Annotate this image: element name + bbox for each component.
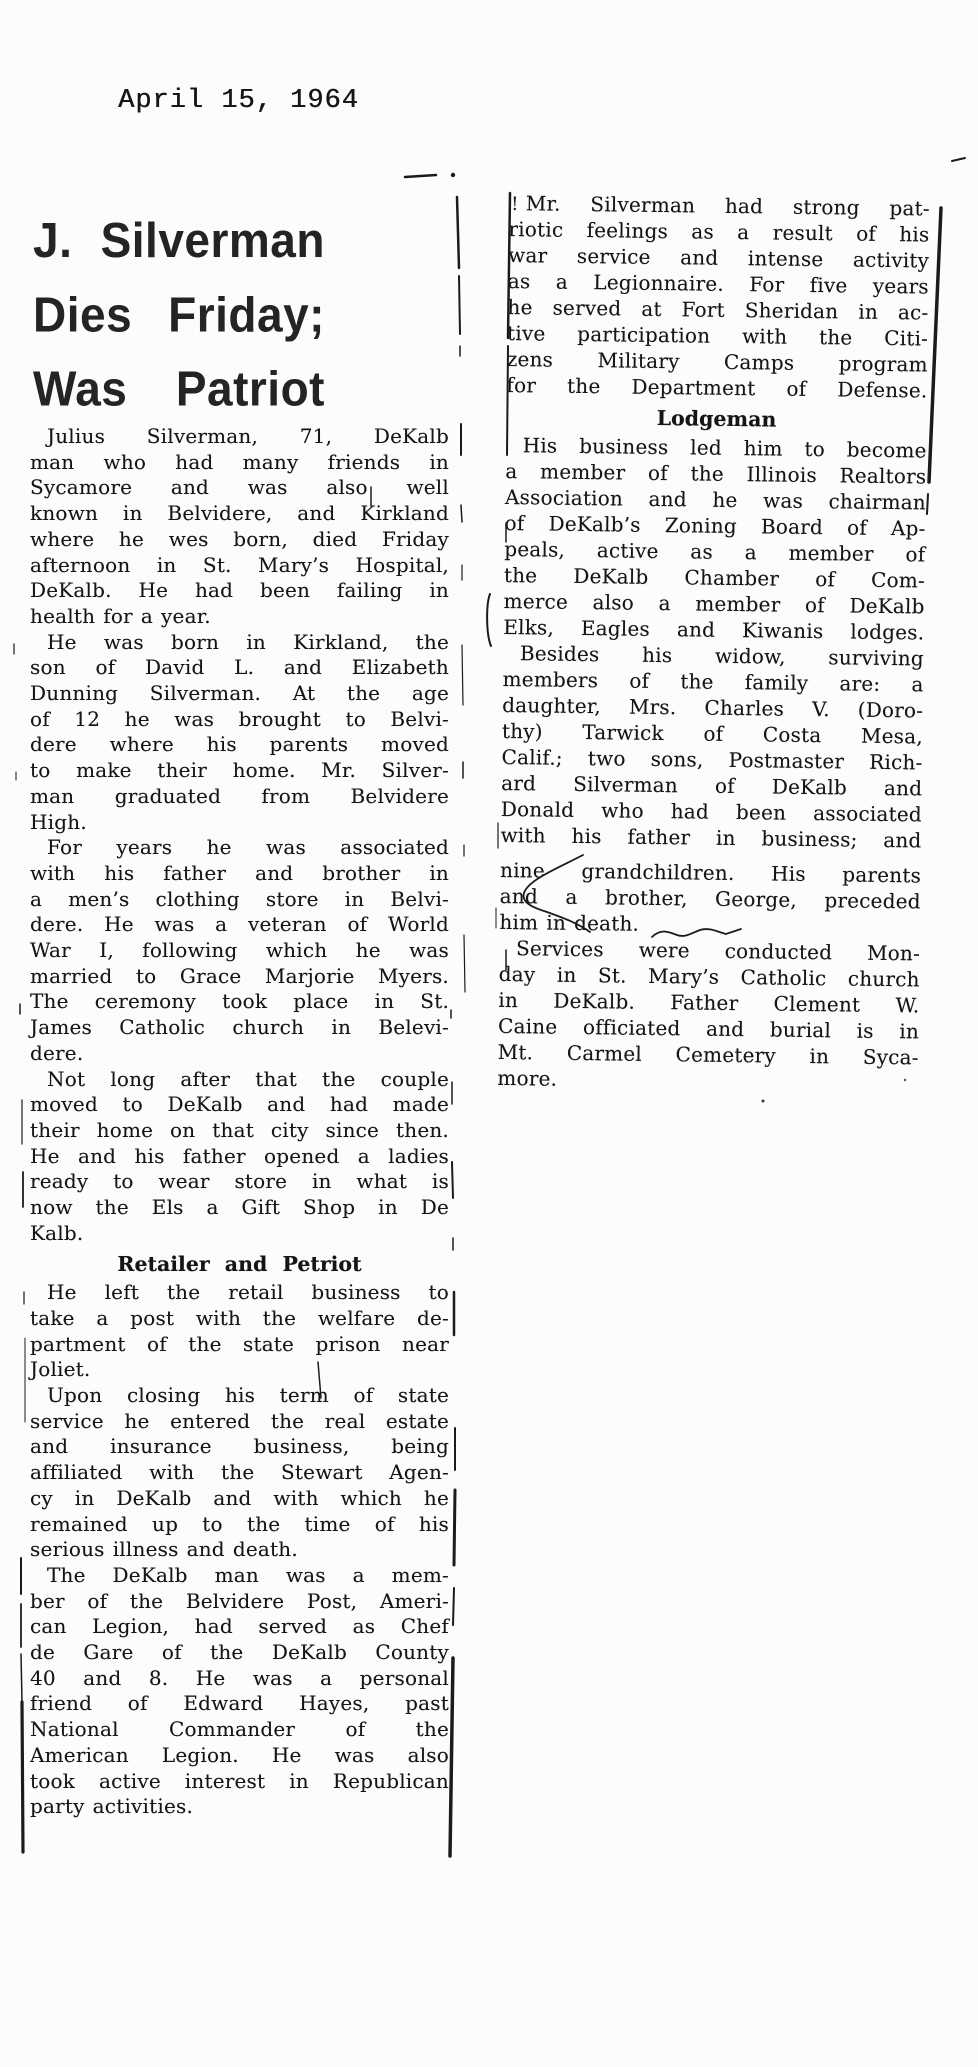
paragraph [499,857,921,941]
article-line: as a Legionnaire. For five years [507,268,929,299]
article-line: with his father and brother in [30,860,449,885]
article-line: The DeKalb man was a mem- [47,1562,449,1587]
article-line: afternoon in St. Mary’s Hospital, [30,552,449,577]
top-dash-marks [405,158,965,177]
article-line: Caine officiated and burial is in [497,1013,920,1044]
article-line: take a post with the welfare de- [30,1305,449,1330]
clipping-date: April 15, 1964 [118,86,359,116]
article-line: Donald who had been associated [500,796,923,827]
article-line: known in Belvidere, and Kirkland [30,501,449,526]
article-line: affiliated with the Stewart Agen- [30,1460,449,1485]
paragraph [30,1563,449,1820]
article-line: of 12 he was brought to Belvi- [30,706,449,731]
article-line: National Commander of the [30,1717,449,1742]
article-line: friend of Edward Hayes, past [30,1691,449,1716]
article-line: He left the retail business to [47,1280,449,1305]
article-line: thy) Tarwick of Costa Mesa, [501,718,924,749]
article-line: merce also a member of DeKalb [503,588,925,619]
article-line: He and his father opened a ladies [30,1143,449,1168]
paragraph [497,935,920,1096]
article-line: party activities. [30,1794,194,1819]
article-line: married to Grace Marjorie Myers. [30,963,449,988]
article-line: dere. He was a veteran of World [30,912,449,937]
article-line: remained up to the time of his [30,1511,449,1536]
paragraph [503,432,927,645]
article-line: to make their home. Mr. Silver- [30,758,449,783]
article-line: their home on that city since then. [30,1117,449,1142]
article-line: James Catholic church in Belevi- [30,1015,449,1040]
article-line: Association and he was chairman [504,484,927,515]
article-line: and insurance business, being [30,1434,449,1459]
article-line: day in St. Mary’s Catholic church [498,961,920,992]
article-line: now the Els a Gift Shop in De [30,1195,449,1220]
article-line: peals, active as a member of [504,536,926,567]
article-line: ber of the Belvidere Post, Ameri- [30,1588,449,1613]
article-line: Calif.; two sons, Postmaster Rich- [501,744,923,775]
paragraph [506,190,930,403]
article-line: zens Military Camps program [506,346,928,377]
article-line: daughter, Mrs. Charles V. (Doro- [502,692,924,723]
paragraph [30,1067,449,1247]
article-line: dere. [30,1040,84,1065]
article-line: DeKalb. He had been failing in [30,578,449,603]
article-line: ready to wear store in what is [30,1169,449,1194]
article-line: the DeKalb Chamber of Com- [503,562,926,593]
headline-line: J. Silverman [33,212,325,268]
article-line: and a brother, George, preceded [499,883,921,914]
article-line: Mr. Silverman had strong pat- [525,191,930,221]
section-subhead: Lodgeman [656,405,777,432]
article-line: a member of the Illinois Realtors [505,458,927,489]
article-line: can Legion, had served as Chef [30,1614,449,1639]
article-line: Julius Silverman, 71, DeKalb [47,424,449,448]
article-line: Sycamore and was also well [30,475,449,500]
article-column-right [497,190,930,1096]
paragraph [500,640,924,853]
paragraph [30,1280,449,1383]
article-line: Mt. Carmel Cemetery in Syca- [497,1039,919,1070]
article-line: more. [497,1065,558,1091]
article-line: Elks, Eagles and Kiwanis lodges. [503,614,925,645]
article-line: Kalb. [30,1220,84,1245]
article-line: 40 and 8. He was a personal [30,1665,449,1690]
article-line: serious illness and death. [30,1537,298,1562]
column-rule-center [457,197,465,992]
article-line: His business led him to become [522,433,927,463]
article-line: Dunning Silverman. At the age [30,681,449,706]
article-line: Joliet. [30,1357,91,1382]
headline-line: Was Patriot [33,360,325,417]
section-subhead: Retailer and Petriot [117,1251,362,1276]
article-line: him in death. [499,909,640,936]
article-line: a men’s clothing store in Belvi- [30,886,449,911]
article-line: Services were conducted Mon- [515,936,921,966]
article-line: He was born in Kirkland, the [47,629,449,654]
article-line: For years he was associated [47,835,449,860]
article-line: war service and intense activity [507,242,930,273]
headline-line: Dies Friday; [33,286,325,342]
article-line: health for a year. [30,603,211,628]
article-line: Not long after that the couple [47,1066,449,1091]
article-line: Besides his widow, surviving [519,641,925,671]
paragraph [30,835,449,1066]
article-column-left [30,424,449,1820]
left-column-left-rule [14,644,25,1852]
article-line: dere where his parents moved [30,732,449,757]
article-line: members of the family are: a [502,666,924,697]
article-line: in DeKalb. Father Clement W. [498,987,920,1018]
article-line: partment of the state prison near [30,1331,449,1356]
article-line: service he entered the real estate [30,1408,449,1433]
article-headline [33,203,325,426]
article-line: he served at Fort Sheridan in ac- [507,294,929,325]
paragraph [30,1383,449,1563]
paragraph [30,630,449,836]
article-line: tive participation with the Citi- [506,320,929,351]
article-line: The ceremony took place in St. [30,989,449,1014]
article-line: man graduated from Belvidere [30,783,449,808]
article-line: ard Silverman of DeKalb and [501,770,923,801]
article-line: riotic feelings as a result of his [508,216,930,247]
article-line: War I, following which he was [30,938,449,963]
article-line: man who had many friends in [30,449,449,474]
article-line: son of David L. and Elizabeth [30,655,449,680]
article-line: moved to DeKalb and had made [30,1092,449,1117]
left-column-right-rule [450,1010,455,1856]
article-line: for the Department of Defense. [506,372,928,403]
article-line: cy in DeKalb and with which he [30,1485,449,1510]
article-line: with his father in business; and [500,822,922,853]
article-line: where he wes born, died Friday [30,526,449,551]
article-line: Upon closing his term of state [47,1383,449,1408]
article-line: took active interest in Republican [30,1768,449,1793]
article-line: American Legion. He was also [30,1742,449,1767]
article-line: de Gare of the DeKalb County [30,1640,449,1665]
article-line: of DeKalb’s Zoning Board of Ap- [504,510,926,541]
article-line: High. [30,809,87,834]
article-line: nine grandchildren. His parents [499,857,922,888]
stray-ink-mark: ! [511,193,519,215]
paragraph [30,424,449,630]
